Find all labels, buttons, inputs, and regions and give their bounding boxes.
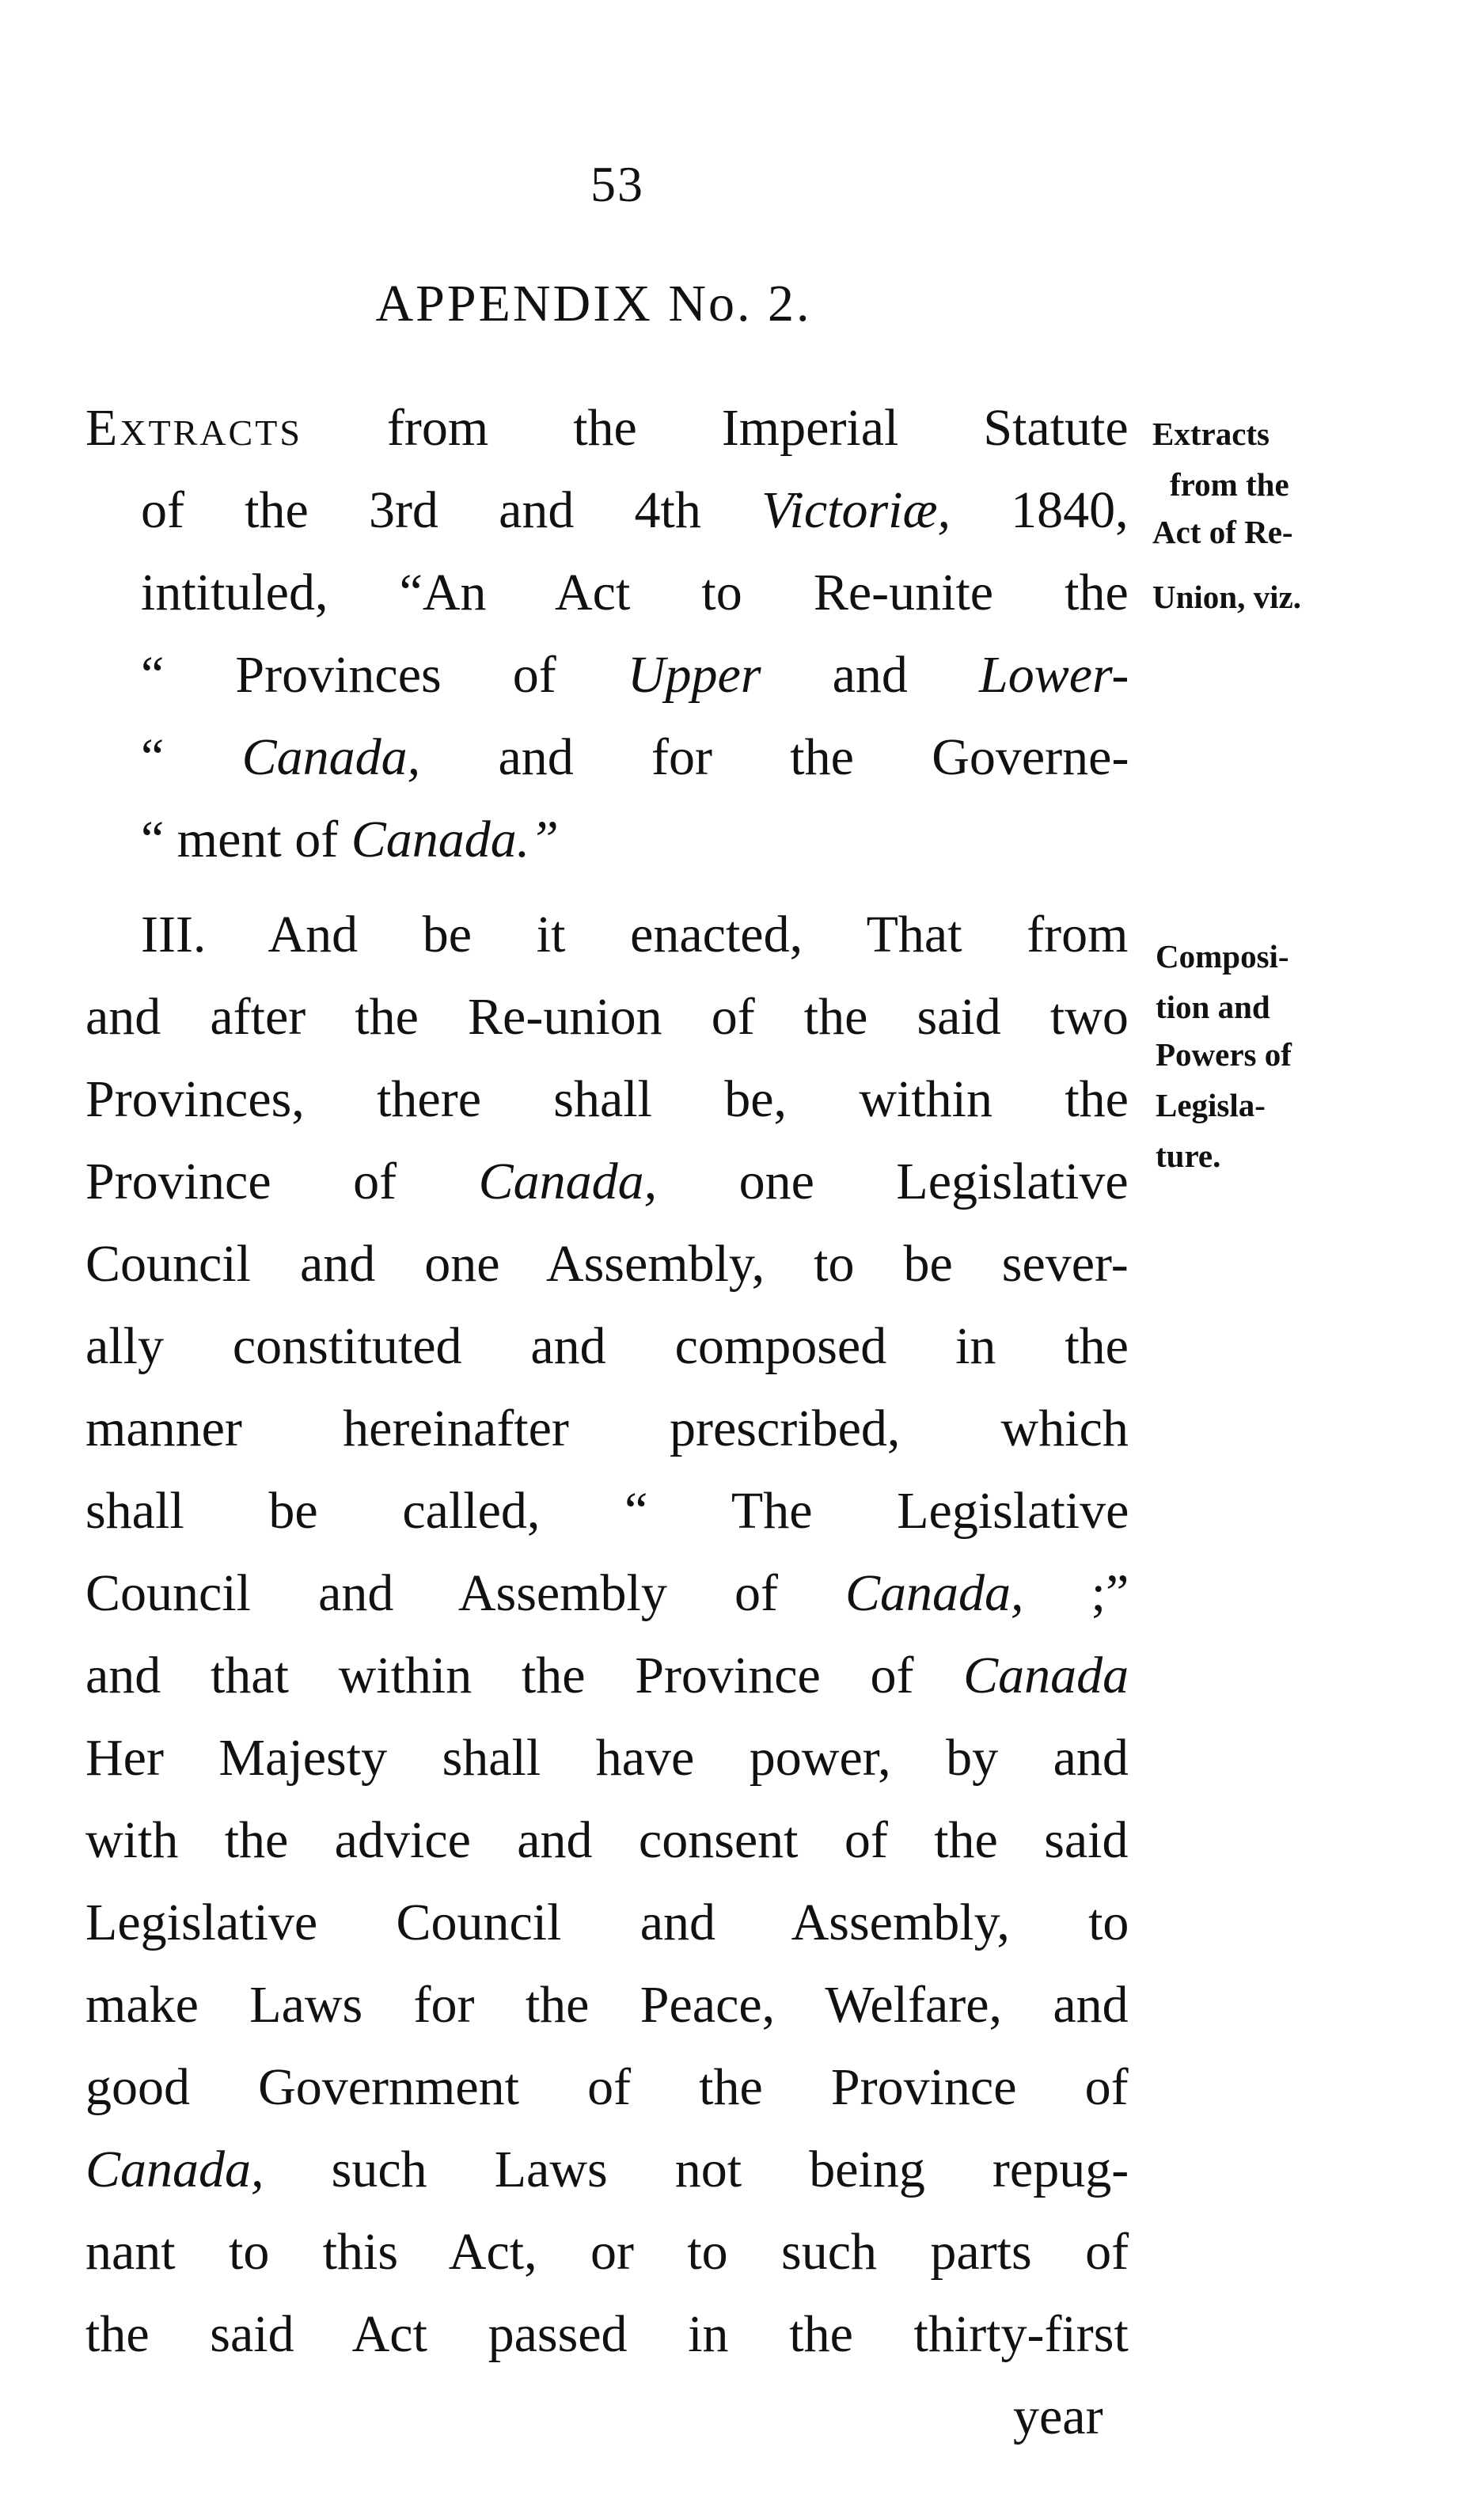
margin-note-line: Union, viz. bbox=[1152, 579, 1301, 615]
section-line: good Government of the Province of bbox=[85, 2058, 1129, 2116]
section-line: III. And be it enacted, That from bbox=[141, 906, 1129, 963]
margin-note-line: from the bbox=[1170, 466, 1289, 503]
appendix-heading: APPENDIX No. 2. bbox=[375, 275, 812, 332]
section-line: Her Majesty shall have power, by and bbox=[85, 1729, 1129, 1787]
margin-note-line: tion and bbox=[1156, 989, 1270, 1025]
section-line: Province of Canada, one Legislative bbox=[85, 1153, 1129, 1210]
section-line: Council and one Assembly, to be sever- bbox=[85, 1235, 1129, 1293]
section-line: the said Act passed in the thirty-first bbox=[85, 2305, 1129, 2363]
extract-line: “ Provinces of Upper and Lower- bbox=[141, 646, 1129, 704]
section-line: Legislative Council and Assembly, to bbox=[85, 1894, 1129, 1951]
margin-note-line: ture. bbox=[1156, 1138, 1221, 1174]
catchword: year bbox=[1013, 2388, 1103, 2445]
extract-line: “ Canada, and for the Governe- bbox=[141, 728, 1129, 786]
section-line: nant to this Act, or to such parts of bbox=[85, 2223, 1129, 2281]
extract-line: “ ment of Canada.” bbox=[141, 811, 559, 868]
margin-note-line: Act of Re- bbox=[1152, 514, 1293, 550]
section-line: and after the Re-union of the said two bbox=[85, 988, 1129, 1046]
section-line: shall be called, “ The Legislative bbox=[85, 1482, 1129, 1540]
margin-note-line: Extracts bbox=[1152, 416, 1270, 452]
extract-line: of the 3rd and 4th Victoriæ, 1840, bbox=[141, 481, 1129, 539]
extract-line: Extracts from the Imperial Statute bbox=[85, 399, 1129, 457]
section-line: with the advice and consent of the said bbox=[85, 1811, 1129, 1869]
margin-note-line: Composi- bbox=[1156, 938, 1289, 975]
section-line: make Laws for the Peace, Welfare, and bbox=[85, 1976, 1129, 2034]
section-line: Council and Assembly of Canada, ;” bbox=[85, 1564, 1129, 1622]
margin-note-line: Legisla- bbox=[1156, 1087, 1266, 1123]
section-line: Canada, such Laws not being repug- bbox=[85, 2141, 1129, 2198]
section-line: ally constituted and composed in the bbox=[85, 1317, 1129, 1375]
margin-note-line: Powers of bbox=[1156, 1036, 1292, 1073]
section-line: and that within the Province of Canada bbox=[85, 1647, 1129, 1704]
section-line: Provinces, there shall be, within the bbox=[85, 1070, 1129, 1128]
section-line: manner hereinafter prescribed, which bbox=[85, 1400, 1129, 1457]
extract-line: intituled, “An Act to Re-unite the bbox=[141, 564, 1129, 621]
page-number: 53 bbox=[590, 156, 644, 212]
